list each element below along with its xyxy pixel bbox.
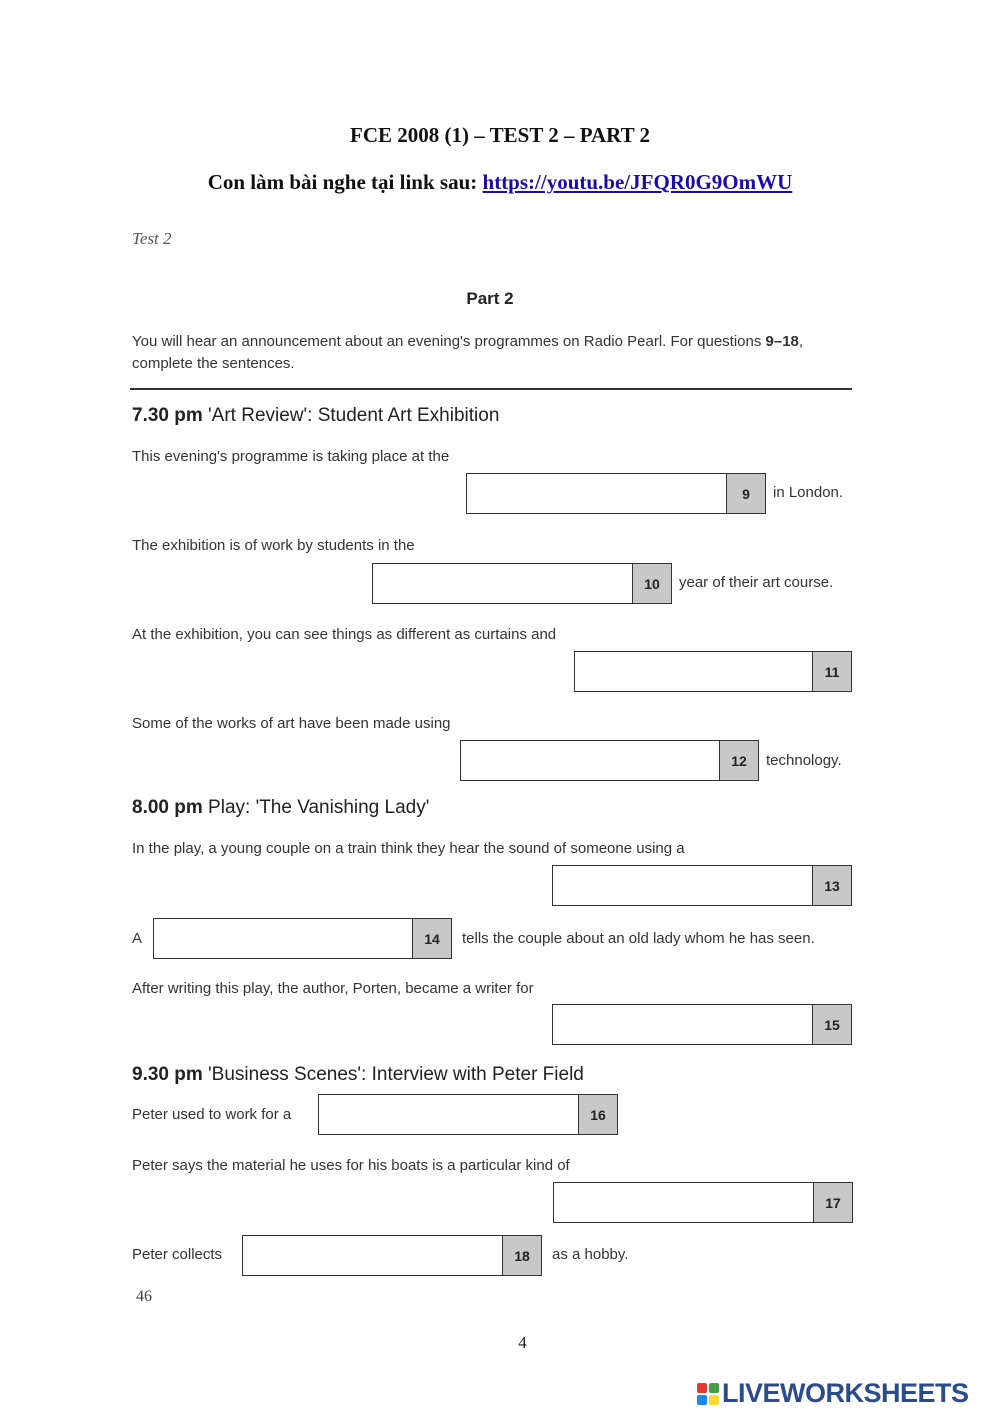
listening-link-line xyxy=(0,170,1000,195)
question-12-after: technology. xyxy=(766,752,842,769)
instructions-text-end: , complete the sentences. xyxy=(132,333,804,372)
question-number-14: 14 xyxy=(412,919,451,958)
answer-box-11 xyxy=(574,651,852,692)
question-11-prompt: At the exhibition, you can see things as different as curtains and xyxy=(132,626,557,643)
instructions xyxy=(132,331,857,375)
section-title: 'Business Scenes': Interview with Peter Field xyxy=(208,1064,584,1085)
question-17-prompt: Peter says the material he uses for his boats is a particular kind of xyxy=(132,1157,570,1174)
question-number-9: 9 xyxy=(726,474,765,513)
section-title: 'Art Review': Student Art Exhibition xyxy=(208,405,500,426)
logo-tile-blue xyxy=(697,1395,707,1405)
question-number-17: 17 xyxy=(813,1183,852,1222)
question-18-prompt: Peter collects xyxy=(132,1246,223,1263)
test-label: Test 2 xyxy=(132,229,172,248)
brand-name: LIVEWORKSHEETS xyxy=(722,1378,969,1408)
question-10-prompt: The exhibition is of work by students in the xyxy=(132,537,415,554)
answer-input-14[interactable] xyxy=(154,919,412,958)
document-title: FCE 2008 (1) – TEST 2 – PART 2 xyxy=(350,123,650,147)
answer-input-18[interactable] xyxy=(243,1236,502,1275)
section-title: Play: 'The Vanishing Lady' xyxy=(208,797,430,818)
divider xyxy=(130,388,852,390)
answer-input-9[interactable] xyxy=(467,474,726,513)
question-18-after: as a hobby. xyxy=(552,1246,629,1263)
question-number-11: 11 xyxy=(812,652,851,691)
answer-box-18 xyxy=(242,1235,542,1276)
question-number-10: 10 xyxy=(632,564,671,603)
question-range: 9–18 xyxy=(765,333,799,350)
section-time: 8.00 pm xyxy=(132,797,203,818)
question-number-12: 12 xyxy=(719,741,758,780)
answer-box-17 xyxy=(553,1182,853,1223)
link-colon: : xyxy=(470,170,483,194)
question-14-after: tells the couple about an old lady whom he has seen. xyxy=(462,930,815,947)
question-number-13: 13 xyxy=(812,866,851,905)
answer-input-12[interactable] xyxy=(461,741,719,780)
question-number-16: 16 xyxy=(578,1095,617,1134)
liveworksheets-brand xyxy=(697,1378,969,1409)
inner-page-number: 46 xyxy=(136,1288,152,1305)
answer-input-10[interactable] xyxy=(373,564,632,603)
question-15-prompt: After writing this play, the author, Porten, became a writer for xyxy=(132,980,534,997)
answer-box-10 xyxy=(372,563,672,604)
section-heading-play xyxy=(132,797,429,819)
logo-tile-green xyxy=(709,1383,719,1393)
answer-box-16 xyxy=(318,1094,618,1135)
question-10-after: year of their art course. xyxy=(679,574,834,591)
answer-box-13 xyxy=(552,865,852,906)
answer-box-9 xyxy=(466,473,766,514)
instructions-text: You will hear an announcement about an evening's programmes on Radio Pearl. For questions xyxy=(132,333,766,350)
question-12-prompt: Some of the works of art have been made using xyxy=(132,715,451,732)
answer-box-14 xyxy=(153,918,452,959)
logo-tile-yellow xyxy=(709,1395,719,1405)
answer-box-12 xyxy=(460,740,759,781)
logo-tile-red xyxy=(697,1383,707,1393)
answer-input-15[interactable] xyxy=(553,1005,812,1044)
liveworksheets-logo-icon xyxy=(697,1383,719,1405)
answer-box-15 xyxy=(552,1004,852,1045)
answer-input-17[interactable] xyxy=(554,1183,813,1222)
question-9-prompt: This evening's programme is taking place at the xyxy=(132,448,450,465)
answer-input-16[interactable] xyxy=(319,1095,578,1134)
question-16-prompt: Peter used to work for a xyxy=(132,1106,292,1123)
question-9-after: in London. xyxy=(773,484,844,501)
question-13-prompt: In the play, a young couple on a train think they hear the sound of someone using a xyxy=(132,840,685,857)
question-number-18: 18 xyxy=(502,1236,541,1275)
link-prefix: Con làm bài nghe tại link sau xyxy=(207,170,471,194)
answer-input-11[interactable] xyxy=(575,652,812,691)
page-number: 4 xyxy=(518,1333,527,1352)
section-time: 7.30 pm xyxy=(132,405,203,426)
question-14-prompt: A xyxy=(132,930,143,947)
section-heading-business-scenes xyxy=(132,1064,584,1086)
question-number-15: 15 xyxy=(812,1005,851,1044)
section-heading-art-review xyxy=(132,405,499,427)
part-heading: Part 2 xyxy=(466,289,514,308)
section-time: 9.30 pm xyxy=(132,1064,203,1085)
answer-input-13[interactable] xyxy=(553,866,812,905)
youtube-link[interactable]: https://youtu.be/JFQR0G9OmWU xyxy=(482,170,793,194)
